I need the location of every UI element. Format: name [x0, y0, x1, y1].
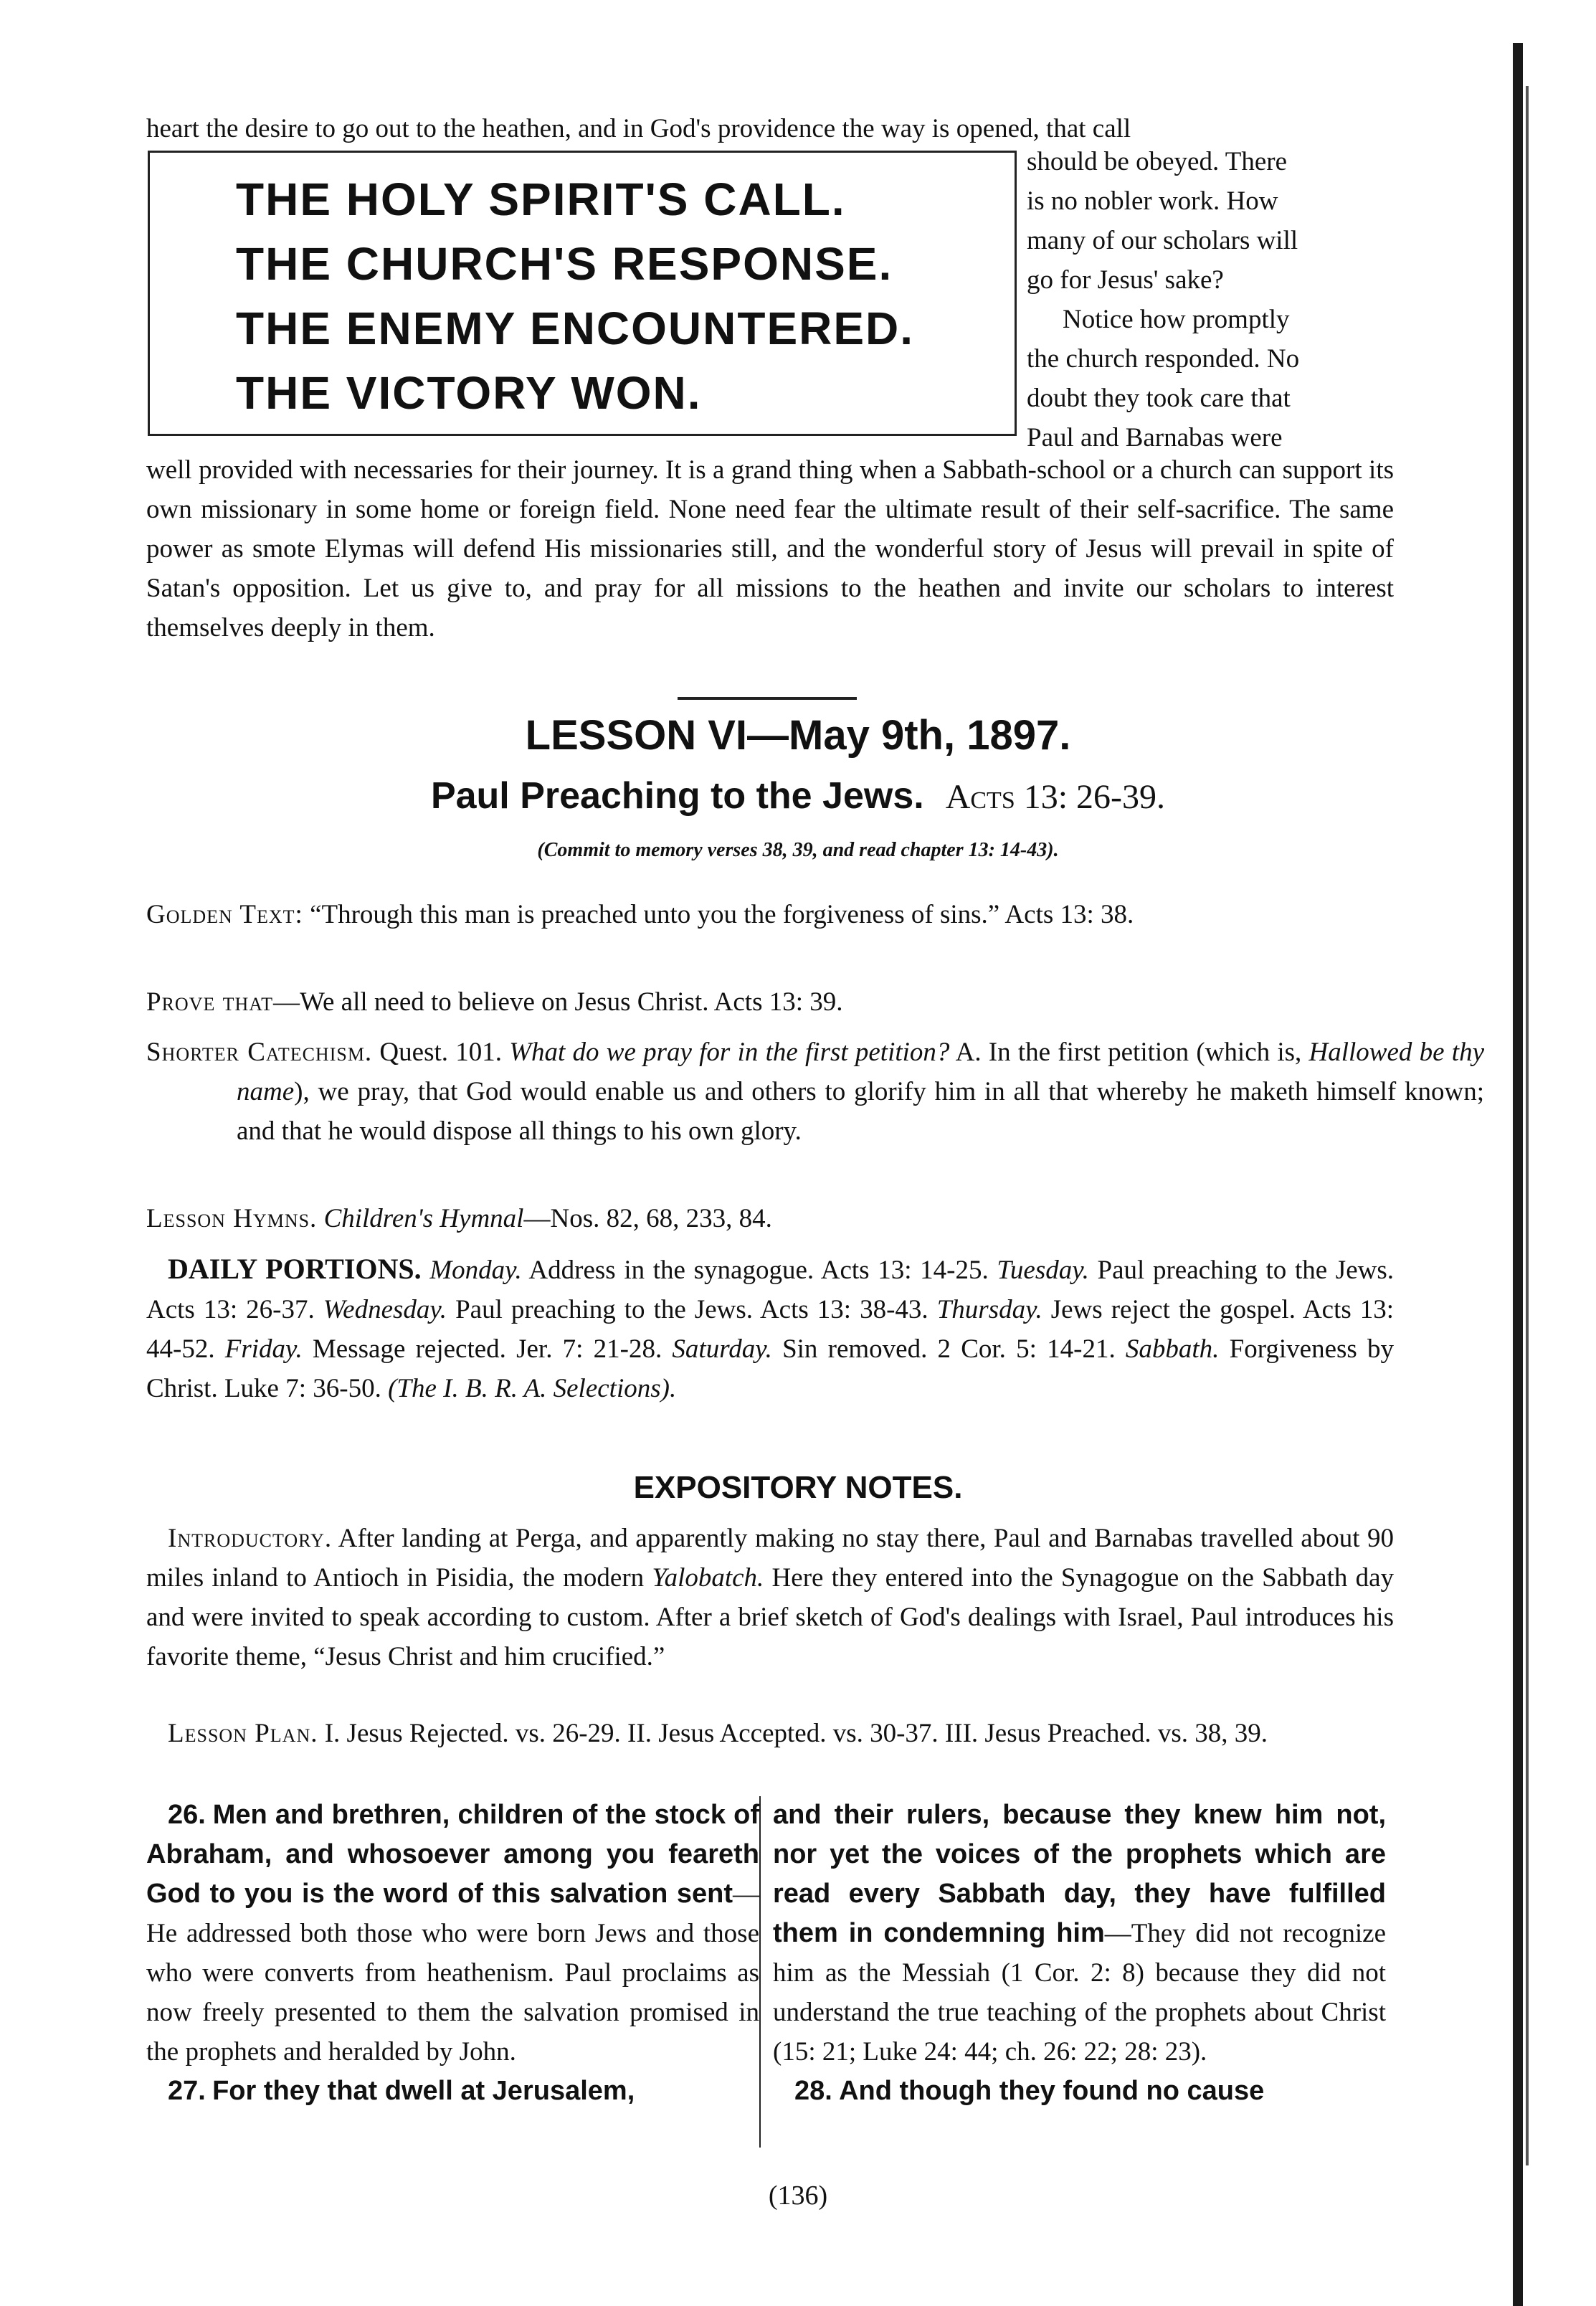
- expository-notes-title: EXPOSITORY NOTES.: [633, 1470, 963, 1505]
- lesson-subtitle: [0, 774, 1596, 817]
- shorter-catechism: [146, 1033, 1484, 1151]
- commit-note: (Commit to memory verses 38, 39, and read chapter 13: 14-43).: [537, 839, 1059, 861]
- verse-28-start: [773, 2072, 1386, 2111]
- introductory-text-b: Here they entered into the Synagogue on the Sabbath day and were invited to speak according to custom. After a brief sketch of God's dealings with Israel, Paul introduces his favorite theme, “Jesus Christ and him crucified.”: [146, 1563, 1395, 1671]
- verse-27-start: [146, 2072, 759, 2111]
- verse-26-number: 26.: [168, 1800, 206, 1830]
- day-monday: Monday.: [429, 1256, 522, 1285]
- verse-26-note: —He addressed both those who were born Jews and those who were converts from heathenism. Paul proclaims as now freely presented to them the salvation promised in the prophets and heralded by John.: [146, 1879, 759, 2067]
- lesson-title: LESSON VI—May 9th, 1897.: [525, 712, 1071, 759]
- lesson-plan-label: Lesson Plan.: [168, 1719, 318, 1748]
- day-thursday: Thursday.: [936, 1295, 1042, 1324]
- selections-note: (The I. B. R. A. Selections).: [388, 1374, 677, 1403]
- missions-paragraph: well provided with necessaries for their journey. It is a grand thing when a Sabbath-school or a church can support its own missionary in some home or foreign field. None need fear the ultimate result of their self-sacrifice. The same power as smote Elymas will defend His missionaries still, and the wonderful story of Jesus will prevail in spite of Satan's opposition. Let us give to, and pray for all missions to the heathen and invite our scholars to interest themselves deeply in them.: [146, 455, 1394, 642]
- call-box-line: THE CHURCH'S RESPONSE.: [236, 238, 893, 290]
- catechism-label: Shorter Catechism.: [146, 1038, 373, 1067]
- verse-28-text: And though they found no cause: [839, 2076, 1265, 2106]
- prove-that-body: —We all need to believe on Jesus Christ. Acts 13: 39.: [273, 987, 843, 1017]
- column-divider: [759, 1796, 761, 2148]
- introductory-label: Introductory.: [168, 1524, 333, 1553]
- golden-text-body: “Through this man is preached unto you the forgiveness of sins.” Acts 13: 38.: [310, 900, 1134, 929]
- day-friday-text: Message rejected. Jer. 7: 21-28.: [312, 1334, 662, 1364]
- side-column: [1027, 142, 1385, 457]
- prove-that-label: Prove that: [146, 987, 274, 1017]
- day-saturday: Saturday.: [672, 1334, 772, 1364]
- catechism-hallowed: Hallowed be thy name: [237, 1038, 1484, 1106]
- side-line: many of our scholars will: [1027, 226, 1298, 255]
- verse-27-continued: and their rulers, because they knew him not, nor yet the voices of the prophets which are read every Sabbath day, they have fulfilled them in condemning him: [773, 1800, 1386, 1948]
- catechism-answer-a: A. In the first petition (which is,: [955, 1038, 1302, 1067]
- side-line: Paul and Barnabas were: [1027, 423, 1283, 452]
- day-sabbath-text: Forgiveness by Christ. Luke 7: 36-50.: [146, 1334, 1394, 1403]
- lesson-plan-text: I. Jesus Rejected. vs. 26-29. II. Jesus Accepted. vs. 30-37. III. Jesus Preached. vs. 38, 39.: [324, 1719, 1268, 1748]
- day-friday: Friday.: [224, 1334, 303, 1364]
- call-box-line: THE ENEMY ENCOUNTERED.: [236, 303, 915, 354]
- day-sabbath: Sabbath.: [1125, 1334, 1220, 1364]
- right-column: [773, 1795, 1386, 2111]
- day-wednesday: Wednesday.: [323, 1295, 447, 1324]
- side-line: doubt they took care that: [1027, 384, 1291, 413]
- introductory: [146, 1519, 1394, 1676]
- lesson-subtitle-text: Paul Preaching to the Jews.: [430, 775, 924, 817]
- catechism-answer-b: ), we pray, that God would enable us and others to glorify him in all that whereby he maketh himself known; and that he would dispose all things to his own glory.: [237, 1077, 1484, 1146]
- top-line-text: heart the desire to go out to the heathen, and in God's providence the way is opened, that call: [146, 114, 1131, 143]
- lesson-plan: [146, 1714, 1394, 1753]
- scan-edge-artifact: [1513, 43, 1523, 2306]
- hymns-label: Lesson Hymns.: [146, 1204, 318, 1233]
- golden-text: [146, 895, 1484, 934]
- day-monday-text: Address in the synagogue. Acts 13: 14-25.: [528, 1256, 989, 1285]
- catechism-question: What do we pray for in the first petition?: [509, 1038, 950, 1067]
- golden-text-label: Golden Text:: [146, 900, 303, 929]
- side-line: is no nobler work. How: [1027, 186, 1278, 216]
- day-tuesday-text: Paul preaching to the Jews. Acts 13: 26-37.: [146, 1256, 1394, 1324]
- scan-edge-artifact: [1526, 86, 1529, 2165]
- call-box-line: THE VICTORY WON.: [236, 367, 702, 419]
- daily-portions: [146, 1249, 1394, 1408]
- verse-28-number: 28.: [794, 2076, 832, 2106]
- day-wednesday-text: Paul preaching to the Jews. Acts 13: 38-43.: [455, 1295, 928, 1324]
- page-number: (136): [768, 2181, 828, 2211]
- introductory-text-a: After landing at Perga, and apparently making no stay there, Paul and Barnabas travelled about 90 miles inland to Antioch in Pisidia, the modern: [146, 1524, 1395, 1593]
- catechism-quest: Quest. 101.: [379, 1038, 502, 1067]
- introductory-place: Yalobatch.: [652, 1563, 764, 1593]
- side-line: go for Jesus' sake?: [1027, 265, 1224, 295]
- hymns-book: Children's Hymnal: [323, 1204, 524, 1233]
- section-rule: [678, 697, 857, 700]
- verse-27-note: —They did not recognize him as the Messiah (1 Cor. 2: 8) because they did not understand the true teaching of the prophets about Christ (15: 21; Luke 24: 44; ch. 26: 22; 28: 23).: [773, 1919, 1386, 2067]
- call-box-line: THE HOLY SPIRIT'S CALL.: [236, 174, 846, 225]
- day-tuesday: Tuesday.: [997, 1256, 1089, 1285]
- hymns-numbers: —Nos. 82, 68, 233, 84.: [523, 1204, 772, 1233]
- call-box: [148, 151, 1017, 436]
- lesson-scripture-ref: Acts 13: 26-39.: [945, 778, 1166, 816]
- verse-27-text: For they that dwell at Jerusalem,: [212, 2076, 635, 2106]
- left-column: [146, 1795, 759, 2111]
- verse-27-number: 27.: [168, 2076, 206, 2106]
- day-thursday-text: Jews reject the gospel. Acts 13: 44-52.: [146, 1295, 1395, 1364]
- verse-26-text: Men and brethren, children of the stock of Abraham, and whosoever among you feareth God to you is the word of this salvation sent: [146, 1800, 759, 1909]
- day-saturday-text: Sin removed. 2 Cor. 5: 14-21.: [782, 1334, 1116, 1364]
- daily-portions-label: DAILY PORTIONS.: [168, 1253, 422, 1285]
- side-line: should be obeyed. There: [1027, 147, 1288, 176]
- side-line: Notice how promptly: [1063, 305, 1290, 334]
- prove-that: [146, 982, 1484, 1022]
- side-line: the church responded. No: [1027, 344, 1300, 374]
- lesson-hymns: [146, 1199, 1394, 1238]
